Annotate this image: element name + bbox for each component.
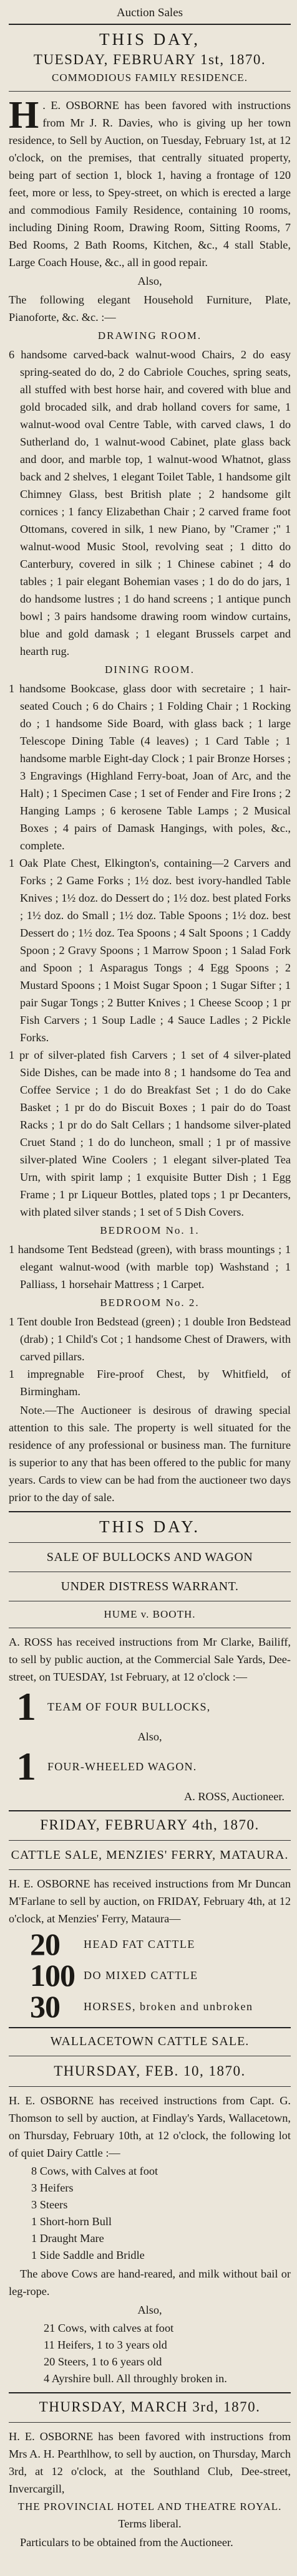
divider [9, 2086, 291, 2087]
ad-day-heading: THIS DAY, [99, 30, 201, 49]
ad-title: COMMODIOUS FAMILY RESIDENCE. [52, 72, 248, 83]
ad-mid-text: The above Cows are hand-reared, and milk without bail or leg-rope. [9, 2268, 291, 2297]
fire-chest-item: 1 impregnable Fire-proof Chest, by Whitfield, of Birmingham. [9, 1368, 291, 1398]
masthead: Auction Sales [9, 5, 291, 25]
ad-intro: H. E. OSBORNE has been favored with instructions from Mrs A. H. Pearthlhow, to sell by auction, on Thursday, March 3rd, at 12 o'clock, at the Southland Club, Dee-street, Invercargill, [9, 2430, 291, 2495]
footer-text: Particulars to be obtained from the Auctioneer. [20, 2536, 233, 2549]
ad-title: THE PROVINCIAL HOTEL AND THEATRE ROYAL. [17, 2501, 282, 2512]
auctioneer-note: Note.—The Auctioneer is desirous of drawing special attention to this sale. The property is well situated for the residence of any professional or business man. The furniture is superior to any that has been offered to the public for many years. Cards to view can be had from the auctioneer two days prior to the day of sale. [9, 1404, 291, 1504]
divider [9, 91, 291, 92]
dining-room-list: 1 handsome Bookcase, glass door with secretaire ; 1 hair-seated Couch ; 6 do Chairs ; 1 Folding Chair ; 1 Rocking do ; 1 handsome Side Board, with glass back ; 1 large Telescope Dining Table (4 leaves) ; 1 Card Table ; 1 handsome marble Eight-day Clock ; 1 pair Bronze Horses ; 3 Engravings (Highland Ferry-boat, Joan of Arc, and the Halt) ; 1 Specimen Case ; 1 set of Fender and Fire Irons ; 2 Hanging Lamps ; 6 kerosene Table Lamps ; 2 Musical Boxes ; 4 pairs of Damask Hangings, with poles, &c., complete. [9, 682, 291, 852]
divider [9, 1869, 291, 1870]
ad-provincial-hotel [9, 2397, 291, 2551]
bedroom1-list: 1 handsome Tent Bedstead (green), with brass mountings ; 1 elegant walnut-wood (with marble top) Washstand ; 1 Palliass, 1 horsehair Mattress ; 1 Carpet. [9, 1243, 291, 1290]
ad-wallacetown-cattle [9, 2032, 291, 2387]
lot-text: FOUR-WHEELED WAGON. [47, 1760, 197, 1773]
list-item: 1 Draught Mare [31, 2232, 104, 2244]
also-label: Also, [137, 275, 162, 287]
ad-date: FRIDAY, FEBRUARY 4th, 1870. [40, 1817, 260, 1833]
terms-text: Terms liberal. [118, 2517, 182, 2530]
stock-row [30, 1991, 291, 2022]
drop-cap: H [9, 94, 39, 136]
list-item: 1 Short-horn Bull [31, 2215, 112, 2228]
divider [9, 2392, 291, 2393]
divider [9, 1511, 291, 1512]
drawing-room-heading: DRAWING ROOM. [97, 330, 202, 341]
stock-text: DO MIXED CATTLE [84, 1969, 198, 1982]
dining-room-heading: DINING ROOM. [105, 664, 195, 675]
ad-date: THURSDAY, FEB. 10, 1870. [54, 2063, 246, 2079]
ad-title: SALE OF BULLOCKS AND WAGON [46, 1550, 253, 1564]
list-item: 21 Cows, with calves at foot [44, 2322, 174, 2334]
ad-intro: H. E. OSBORNE has received instructions from Capt. G. Thomson to sell by auction, at Findlay's Yards, Wallacetown, on Thursday, February 10th, at 12 o'clock, the following lot of quiet Dairy Cattle :— [9, 2094, 291, 2159]
lot-number: 1 [16, 1684, 36, 1729]
list-item: 11 Heifers, 1 to 3 years old [44, 2339, 167, 2351]
stock-count: 30 [30, 1989, 60, 2024]
lot-row [14, 1744, 291, 1788]
stock-row [30, 1960, 291, 1991]
case-name: HUME v. BOOTH. [104, 1608, 196, 1620]
ad-subtitle: UNDER DISTRESS WARRANT. [61, 1580, 239, 1593]
list-item: 4 Ayrshire bull. All throughly broken in. [44, 2372, 227, 2385]
list-item: 3 Heifers [31, 2182, 74, 2194]
ad-title: CATTLE SALE, MENZIES' FERRY, MATAURA. [11, 1848, 289, 1862]
ad-cattle-menzies-ferry [9, 1815, 291, 2022]
list-item: 8 Cows, with Calves at foot [31, 2165, 158, 2177]
list-item: 20 Steers, 1 to 6 years old [44, 2355, 162, 2368]
lot-number: 1 [16, 1744, 36, 1788]
ad-bullocks-wagon [9, 1516, 291, 1805]
divider [9, 2422, 291, 2423]
also-label: Also, [137, 1730, 162, 1743]
ad-day-heading: THIS DAY. [99, 1517, 201, 1536]
bedroom2-list: 1 Tent double Iron Bedstead (green) ; 1 double Iron Bedstead (drab) ; 1 Child's Cot ; 1 handsome Chest of Drawers, with carved pillars. [9, 1315, 291, 1363]
stock-row [30, 1929, 291, 1960]
silver-plate-list: 1 pr of silver-plated fish Carvers ; 1 set of 4 silver-plated Side Dishes, can be made into 8 ; 1 handsome do Tea and Coffee Service ; 1 do do Breakfast Set ; 1 do do Cake Basket ; 1 pr do do Biscuit Boxes ; 1 pair do do Toast Racks ; 1 pr do do Salt Cellars ; 1 handsome silver-plated Cruet Stand ; 1 do do luncheon, small ; 1 pr of massive silver-plated Wine Coolers ; 1 elegant silver-plated Tea Urn, with spirit lamp ; 1 exquisite Butter Dish ; 1 Egg Frame ; 1 pr Liqueur Bottles, plated tops ; 1 pr Decanters, with plated silver stands ; 1 set of 5 Dish Covers. [9, 1049, 291, 1218]
list-item: 1 Side Saddle and Bridle [31, 2249, 145, 2261]
also-text: The following elegant Household Furniture, Plate, Pianoforte, &c. &c. :— [9, 293, 291, 323]
stock-count: 100 [30, 1958, 75, 1993]
stock-count: 20 [30, 1927, 60, 1962]
auctioneer-signature: A. ROSS, Auctioneer. [184, 1790, 285, 1803]
divider [9, 1810, 291, 1811]
stock-list-2 [44, 2320, 291, 2387]
ad-date: THURSDAY, MARCH 3rd, 1870. [39, 2399, 261, 2415]
divider [9, 2027, 291, 2028]
ad-intro: A. ROSS has received instructions from Mr Clarke, Bailiff, to sell by public auction, at the Commercial Sale Yards, Dee-street, on TUESDAY, 1st February, at 12 o'clock :— [9, 1636, 291, 1683]
ad-date: TUESDAY, FEBRUARY 1st, 1870. [33, 52, 266, 67]
plate-chest-list: 1 Oak Plate Chest, Elkington's, containing—2 Carvers and Forks ; 2 Game Forks ; 1½ doz. best ivory-handled Table Knives ; 1½ doz. do Dessert do ; 1½ doz. best plated Forks ; 1½ doz. do Small ; 1½ doz. Table Spoons ; 1½ doz. best Dessert do ; 1½ doz. Tea Spoons ; 4 Salt Spoons ; 1 Caddy Spoon ; 2 Gravy Spoons ; 1 Marrow Spoon ; 1 Salad Fork and Spoon ; 1 Asparagus Tongs ; 4 Egg Spoons ; 2 Mustard Spoons ; 1 Moist Sugar Spoon ; 1 Sugar Sifter ; 1 pair Sugar Tongs ; 2 Butter Knives ; 1 Cheese Scoop ; 1 pr Fish Carvers ; 1 Soup Ladle ; 4 Sauce Ladles ; 2 Pickle Forks. [9, 857, 291, 1044]
lot-text: TEAM OF FOUR BULLOCKS, [47, 1701, 211, 1713]
stock-text: HORSES, broken and unbroken [84, 2000, 253, 2013]
bedroom2-heading: BEDROOM No. 2. [100, 1297, 200, 1309]
ad-title: WALLACETOWN CATTLE SALE. [50, 2035, 250, 2048]
lot-row [14, 1684, 291, 1729]
ad-intro-text: . E. OSBORNE has been favored with instructions from Mr J. R. Davies, who is giving up her town residence, to Sell by Auction, on Tuesday, February 1st, at 12 o'clock, on the premises, that centrally situated property, being part of section 1, block 1, having a frontage of 120 feet, more or less, to Spey-street, on which is erected a large and commodious Family Residence, containing 10 rooms, including Dining Room, Drawing Room, Sitting Rooms, 7 Bed Rooms, 2 Bath Rooms, Kitchen, &c., 4 stall Stable, Large Coach House, &c., all in good repair. [9, 99, 291, 269]
also-label: Also, [137, 2304, 162, 2316]
ad-intro: H. E. OSBORNE has received instructions from Mr Duncan M'Farlane to sell by auction, on FRIDAY, February 4th, at 12 o'clock, at Menzies' Ferry, Mataura— [9, 1877, 291, 1925]
drawing-room-list: 6 handsome carved-back walnut-wood Chairs, 2 do easy spring-seated do do, 2 do Cabriole Couches, spring seats, all stuffed with best horse hair, and covered with blue and gold brocaded silk, and drab holland covers for same, 1 walnut-wood oval Centre Table, with carved claws, 1 do Sutherland do, 1 walnut-wood Cabinet, plate glass back and door, and marble top, 1 walnut-wood Whatnot, glass back and 2 shelves, 1 elegant Toilet Table, 1 handsome gilt Chimney Glass, best British plate ; 2 handsome gilt cornices ; 1 fancy Elizabethan Chair ; 2 carved frame foot Ottomans, covered in silk, 1 new Piano, by "Cramer ;" 1 walnut-wood Music Stool, revolving seat ; 1 ditto do Canterbury, covered in silk ; 1 Chinese cabinet ; 4 do tables ; 1 pair elegant Bohemian vases ; 1 do do do jars, 1 do handsome lustres ; 1 do hand screens ; 1 antique punch bowl ; 3 pairs handsome drawing room window curtains, blue and gold damask ; 1 elegant Brussels carpet and hearth rug. [9, 348, 291, 657]
ad-family-residence [9, 29, 291, 1506]
ad-intro [9, 94, 291, 271]
divider [9, 1840, 291, 1841]
stock-list [31, 2163, 291, 2264]
divider [9, 1542, 291, 1543]
stock-text: HEAD FAT CATTLE [84, 1938, 195, 1950]
bedroom1-heading: BEDROOM No. 1. [100, 1224, 200, 1236]
list-item: 3 Steers [31, 2198, 68, 2211]
